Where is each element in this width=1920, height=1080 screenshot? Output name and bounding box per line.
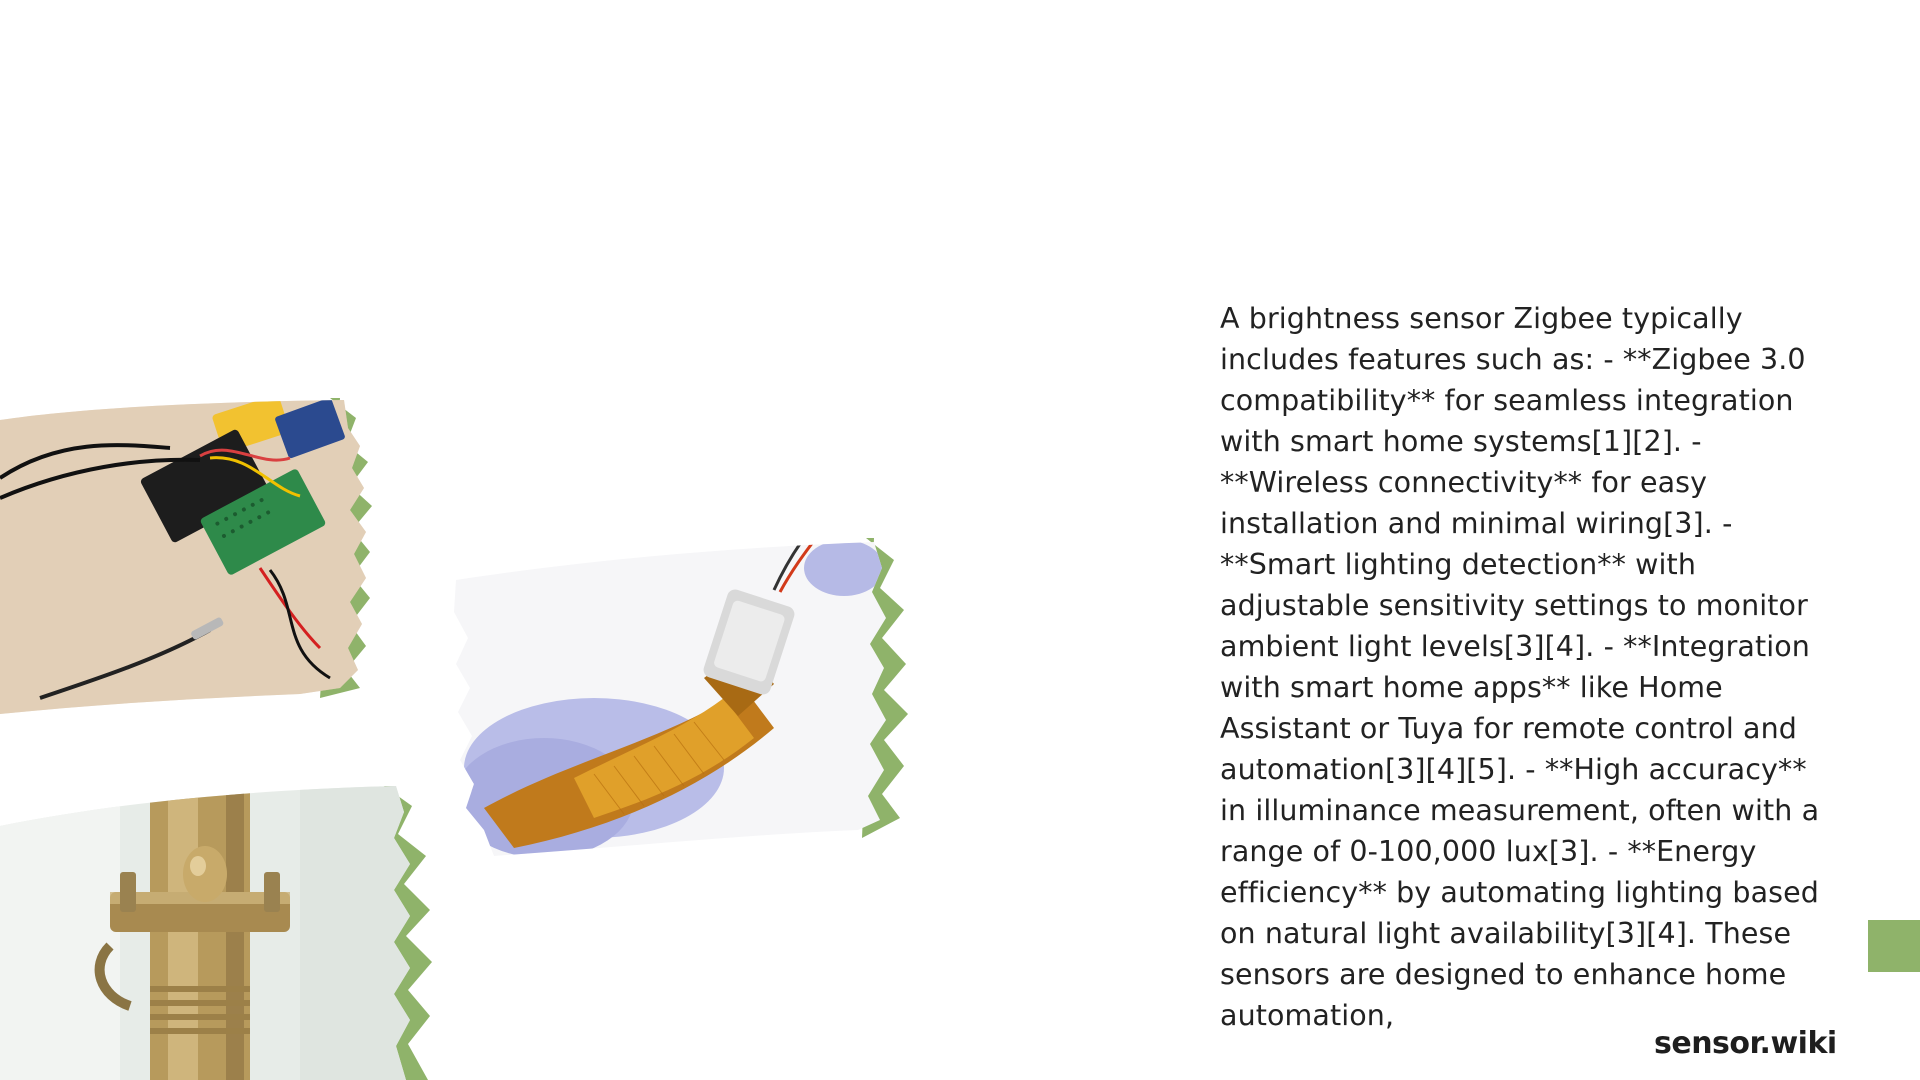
brass-fitting-photo <box>0 786 434 1080</box>
body-text <box>1220 298 1820 1036</box>
accent-block <box>1868 920 1920 972</box>
breadboard-sensor-photo <box>0 398 372 718</box>
brand-logo: sensor.wiki <box>1654 1026 1837 1061</box>
feature-paragraph: A brightness sensor Zigbee typically includes features such as: - **Zigbee 3.0 compatibility** for seamless integration with smart home systems[1][2]. - **Wireless connectivity** for easy installation and minimal wiring[3]. - **Smart lighting detection** with adjustable sensitivity settings to monitor ambient light levels[3][4]. - **Integration with smart home apps** like Home Assistant or Tuya for remote control and automation[3][4][5]. - **High accuracy** in illuminance measurement, often with a range of 0-100,000 lux[3]. - **Energy efficiency** by automating lighting based on natural light availability[3][4]. These sensors are designed to enhance home automation, <box>1220 302 1820 1032</box>
flexible-sensor-photo <box>454 538 908 858</box>
